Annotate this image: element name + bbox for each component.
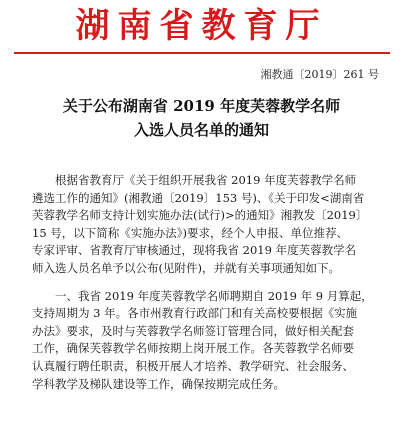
- body-line: 芙蓉教学名师支持计划实施办法(试行)>的通知》湘教发〔2019〕: [32, 208, 368, 223]
- body-line: 专家评审、省教育厅审核通过，现将我省 2019 年度芙蓉教学名: [32, 243, 357, 258]
- body-line: 15 号，以下简称《实施办法》)要求，经个人申报、单位推荐、: [32, 225, 349, 240]
- body-line: 师入选人员名单予以公布(见附件)，并就有关事项通知如下。: [32, 260, 340, 275]
- title-line: 关于公布湖南省 2019 年度芙蓉教学名师: [62, 97, 341, 115]
- body-line: 工作，确保芙蓉教学名师按期上岗开展工作。各芙蓉教学名师要: [32, 341, 354, 356]
- body-line: 根据省教育厅《关于组织开展我省 2019 年度芙蓉教学名师: [32, 173, 357, 187]
- body-line: 学科教学及梯队建设等工作，确保按期完成任务。: [32, 376, 285, 391]
- title-line: 入选人员名单的通知: [133, 121, 269, 139]
- body-line: 办法》要求，及时与芙蓉教学名师签订管理合同，做好相关配套: [32, 323, 354, 338]
- body-line: 一、我省 2019 年度芙蓉教学名师聘期自 2019 年 9 月算起，: [32, 288, 373, 303]
- paragraph-item-one: [32, 288, 378, 394]
- red-divider-line: [14, 52, 390, 54]
- document-body: [32, 172, 378, 393]
- paragraph-intro: [32, 172, 378, 278]
- paragraph-gap: [32, 278, 378, 288]
- body-line: 支持周期为 3 年。各市州教育行政部门和有关高校要根据《实施: [32, 306, 358, 321]
- document-number: 湘教通〔2019〕261 号: [260, 68, 379, 81]
- issuing-authority-header: 湖南省教育厅: [75, 6, 328, 46]
- document-title: [0, 94, 403, 142]
- body-line: 认真履行聘任职责，积极开展人才培养、教学研究、社会服务、: [32, 358, 354, 373]
- body-line: 遴选工作的通知》(湘教通〔2019〕153 号)、《关于印发<湖南省: [32, 190, 365, 205]
